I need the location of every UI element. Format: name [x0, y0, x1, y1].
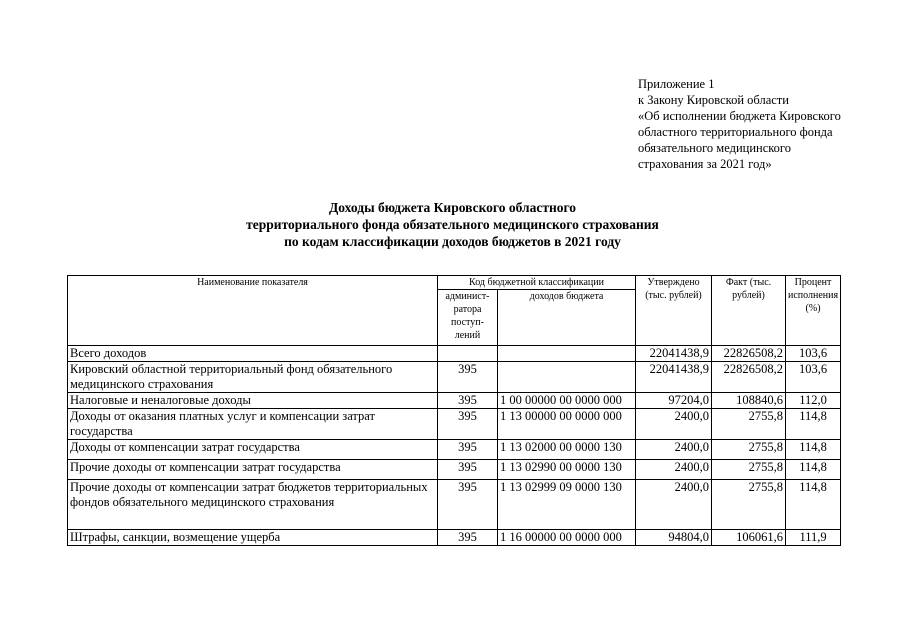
cell-admin: 395: [438, 362, 498, 393]
cell-fact: 2755,8: [712, 460, 786, 480]
cell-percent: 103,6: [786, 362, 841, 393]
cell-percent: 114,8: [786, 440, 841, 460]
cell-percent: 111,9: [786, 530, 841, 546]
cell-code: [498, 362, 636, 393]
cell-fact: 22826508,2: [712, 346, 786, 362]
header-code-group: Код бюджетной классификации: [438, 276, 636, 290]
table-row: [68, 409, 841, 440]
header-name: Наименование показателя: [68, 276, 438, 346]
appendix-line: областного территориального фонда: [638, 125, 833, 139]
cell-approved: 22041438,9: [636, 346, 712, 362]
cell-fact: 106061,6: [712, 530, 786, 546]
title-line: территориального фонда обязательного медицинского страхования: [246, 217, 659, 232]
title-line: по кодам классификации доходов бюджетов в 2021 году: [284, 234, 621, 249]
table-row: [68, 393, 841, 409]
cell-code: 1 00 00000 00 0000 000: [498, 393, 636, 409]
table-row: [68, 460, 841, 480]
appendix-line: к Закону Кировской области: [638, 93, 789, 107]
title-line: Доходы бюджета Кировского областного: [328, 200, 577, 215]
header-approved: Утверждено (тыс. рублей): [636, 276, 712, 346]
income-table: [67, 275, 841, 546]
cell-code: 1 16 00000 00 0000 000: [498, 530, 636, 546]
cell-code: 1 13 02000 00 0000 130: [498, 440, 636, 460]
cell-approved: 22041438,9: [636, 362, 712, 393]
cell-admin: [438, 346, 498, 362]
cell-name: Кировский областной территориальный фонд обязательного медицинского страхования: [68, 362, 438, 393]
cell-name: Штрафы, санкции, возмещение ущерба: [68, 530, 438, 546]
cell-name: Доходы от компенсации затрат государства: [68, 440, 438, 460]
cell-name: Прочие доходы от компенсации затрат бюджетов территориальных фондов обязательного медицинского страхования: [68, 480, 438, 530]
cell-percent: 114,8: [786, 480, 841, 530]
appendix-line: «Об исполнении бюджета Кировского: [638, 109, 841, 123]
cell-percent: 103,6: [786, 346, 841, 362]
cell-admin: 395: [438, 409, 498, 440]
cell-name: Прочие доходы от компенсации затрат государства: [68, 460, 438, 480]
cell-approved: 97204,0: [636, 393, 712, 409]
cell-admin: 395: [438, 460, 498, 480]
cell-code: 1 13 02999 09 0000 130: [498, 480, 636, 530]
table-row: [68, 480, 841, 530]
cell-fact: 2755,8: [712, 480, 786, 530]
cell-approved: 2400,0: [636, 460, 712, 480]
cell-approved: 94804,0: [636, 530, 712, 546]
document-title: [150, 199, 755, 250]
cell-admin: 395: [438, 440, 498, 460]
table-row: [68, 440, 841, 460]
appendix-note: [638, 76, 898, 172]
appendix-line: Приложение 1: [638, 77, 715, 91]
cell-fact: 2755,8: [712, 440, 786, 460]
cell-name: Всего доходов: [68, 346, 438, 362]
cell-approved: 2400,0: [636, 440, 712, 460]
cell-admin: 395: [438, 393, 498, 409]
cell-admin: 395: [438, 480, 498, 530]
table-row: [68, 362, 841, 393]
cell-fact: 2755,8: [712, 409, 786, 440]
cell-admin: 395: [438, 530, 498, 546]
cell-percent: 114,8: [786, 409, 841, 440]
cell-percent: 114,8: [786, 460, 841, 480]
header-income: доходов бюджета: [498, 290, 636, 346]
cell-approved: 2400,0: [636, 480, 712, 530]
header-fact: Факт (тыс. рублей): [712, 276, 786, 346]
cell-approved: 2400,0: [636, 409, 712, 440]
cell-code: 1 13 00000 00 0000 000: [498, 409, 636, 440]
cell-name: Налоговые и неналоговые доходы: [68, 393, 438, 409]
appendix-line: страхования за 2021 год»: [638, 157, 772, 171]
cell-code: [498, 346, 636, 362]
cell-name: Доходы от оказания платных услуг и компенсации затрат государства: [68, 409, 438, 440]
cell-percent: 112,0: [786, 393, 841, 409]
cell-fact: 108840,6: [712, 393, 786, 409]
cell-fact: 22826508,2: [712, 362, 786, 393]
table-row: [68, 530, 841, 546]
header-admin: админист-ратора поступ-лений: [438, 290, 498, 346]
table-row: [68, 346, 841, 362]
header-percent: Процент исполнения (%): [786, 276, 841, 346]
cell-code: 1 13 02990 00 0000 130: [498, 460, 636, 480]
appendix-line: обязательного медицинского: [638, 141, 792, 155]
